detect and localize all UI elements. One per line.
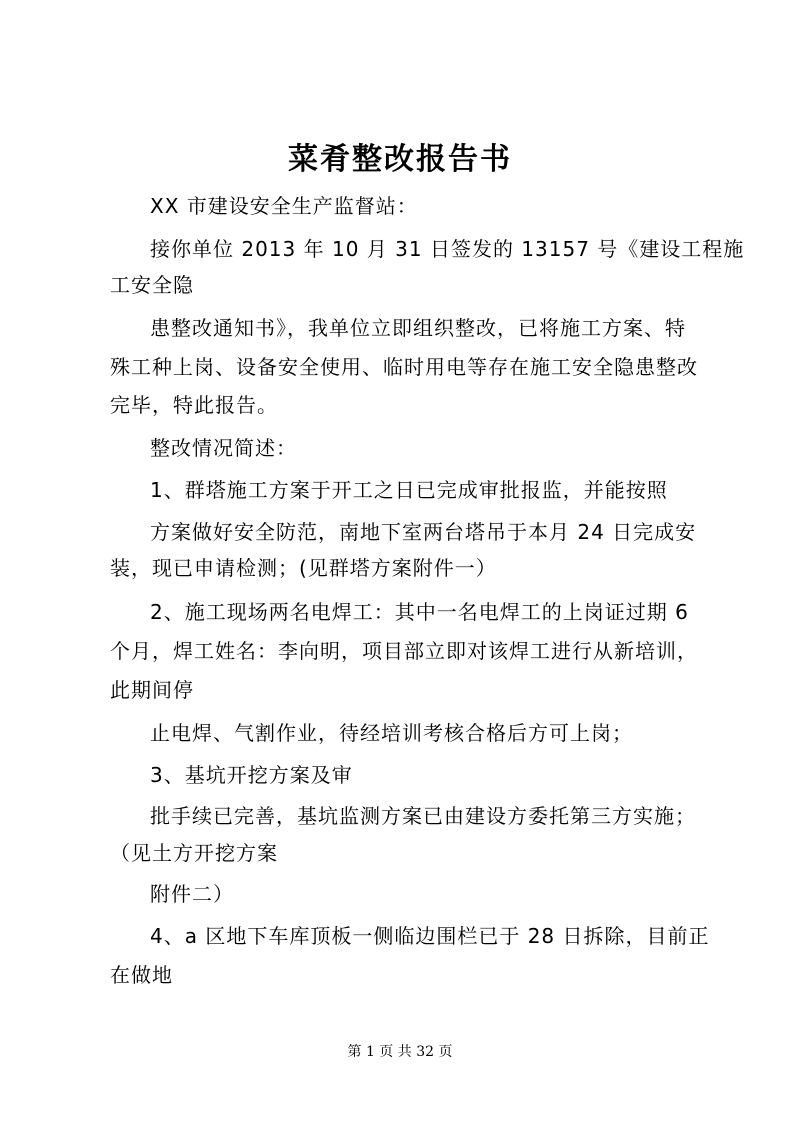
body-line: 3、基坑开挖方案及审 xyxy=(150,763,353,787)
body-line: 批手续已完善，基坑监测方案已由建设方委托第三方实施； xyxy=(150,804,696,828)
body-line: 4、a 区地下车库顶板一侧临边围栏已于 28 日拆除，目前正 xyxy=(150,924,710,948)
document-title: 菜肴整改报告书 xyxy=(288,142,512,177)
body-line: 个月，焊工姓名：李向明，项目部立即对该焊工进行从新培训， xyxy=(110,639,698,663)
body-line: 2、施工现场两名电焊工：其中一名电焊工的上岗证过期 6 xyxy=(150,600,689,624)
body-line: 在做地 xyxy=(110,963,173,987)
body-line: 完毕，特此报告。 xyxy=(110,393,278,417)
body-line: 装，现已申请检测；(见群塔方案附件一） xyxy=(110,556,497,580)
body-line: 殊工种上岗、设备安全使用、临时用电等存在施工安全隐患整改 xyxy=(110,355,698,379)
body-line: 方案做好安全防范，南地下室两台塔吊于本月 24 日完成安 xyxy=(150,520,697,544)
body-line-section-heading: 整改情况简述： xyxy=(150,436,297,460)
body-line: 接你单位 2013 年 10 月 31 日签发的 13157 号《建设工程施 xyxy=(150,237,745,261)
body-line: 工安全隐 xyxy=(110,273,194,297)
body-line: 止电焊、气割作业，待经培训考核合格后方可上岗； xyxy=(150,721,633,745)
body-line: 1、群塔施工方案于开工之日已完成审批报监，并能按照 xyxy=(150,478,668,502)
body-line: 此期间停 xyxy=(110,678,194,702)
body-line: （见土方开挖方案 xyxy=(110,841,278,865)
body-line-addressee: XX 市建设安全生产监督站： xyxy=(150,194,418,218)
body-line: 附件二） xyxy=(150,882,234,906)
page-number-footer: 第 1 页 共 32 页 xyxy=(347,1044,453,1060)
body-line: 患整改通知书》，我单位立即组织整改，已将施工方案、特 xyxy=(150,316,686,340)
